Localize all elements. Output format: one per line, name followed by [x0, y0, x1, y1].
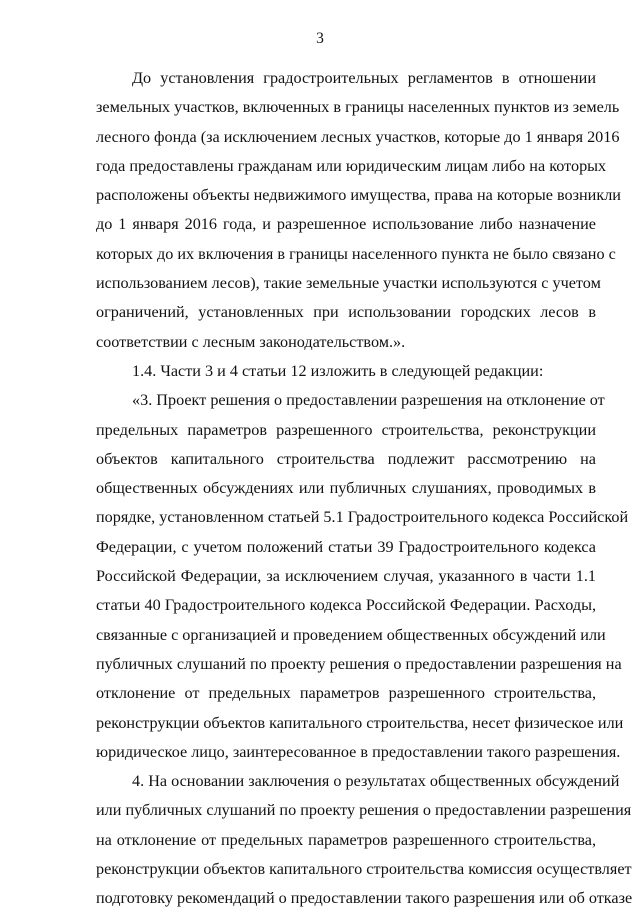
- text-line: 4. На основании заключения о результатах общественных обсуждений: [132, 772, 620, 791]
- text-line: на отклонение от предельных параметров разрешенного строительства,: [96, 830, 596, 849]
- text-line: Федерации, с учетом положений статьи 39 Градостроительного кодекса: [96, 537, 596, 556]
- text-line: которых до их включения в границы населенного пункта не было связано с: [96, 244, 616, 263]
- text-line: 1.4. Части 3 и 4 статьи 12 изложить в следующей редакции:: [132, 361, 544, 380]
- text-line: реконструкции объектов капитального строительства, несет физическое или: [96, 713, 624, 732]
- text-line: земельных участков, включенных в границы населенных пунктов из земель: [96, 98, 620, 117]
- text-line: публичных слушаний по проекту решения о предоставлении разрешения на: [96, 654, 622, 673]
- text-line: отклонение от предельных параметров разрешенного строительства,: [96, 684, 596, 703]
- text-line: связанные с организацией и проведением общественных обсуждений или: [96, 625, 606, 644]
- text-line: Российской Федерации, за исключением случая, указанного в части 1.1: [96, 567, 596, 586]
- text-line: общественных обсуждениях или публичных слушаниях, проводимых в: [96, 479, 596, 498]
- text-line: порядке, установленном статьей 5.1 Градостроительного кодекса Российской: [96, 508, 629, 527]
- text-line: года предоставлены гражданам или юридическим лицам либо на которых: [96, 156, 607, 175]
- page-number: 3: [316, 30, 324, 47]
- text-line: соответствии с лесным законодательством.».: [96, 332, 406, 351]
- text-line: использованием лесов), такие земельные участки используются с учетом: [96, 274, 601, 293]
- text-line: До установления градостроительных регламентов в отношении: [132, 69, 596, 87]
- text-line: объектов капитального строительства подлежит рассмотрению на: [96, 449, 596, 468]
- text-line: или публичных слушаний по проекту решения о предоставлении разрешения: [96, 801, 632, 820]
- text-line: до 1 января 2016 года, и разрешенное использование либо назначение: [96, 215, 596, 234]
- text-line: предельных параметров разрешенного строительства, реконструкции: [96, 420, 596, 439]
- text-line: расположены объекты недвижимого имущества, права на которые возникли: [96, 186, 621, 205]
- text-line: подготовку рекомендаций о предоставлении такого разрешения или об отказе: [96, 889, 633, 908]
- text-line: «3. Проект решения о предоставлении разрешения на отклонение от: [132, 391, 605, 410]
- text-line: лесного фонда (за исключением лесных участков, которые до 1 января 2016: [96, 127, 620, 146]
- text-line: юридическое лицо, заинтересованное в предоставлении такого разрешения.: [96, 742, 621, 761]
- text-line: реконструкции объектов капитального строительства комиссия осуществляет: [96, 860, 632, 879]
- text-line: статьи 40 Градостроительного кодекса Российской Федерации. Расходы,: [96, 596, 596, 615]
- text-line: ограничений, установленных при использовании городских лесов в: [96, 303, 596, 322]
- document-body: [96, 64, 633, 914]
